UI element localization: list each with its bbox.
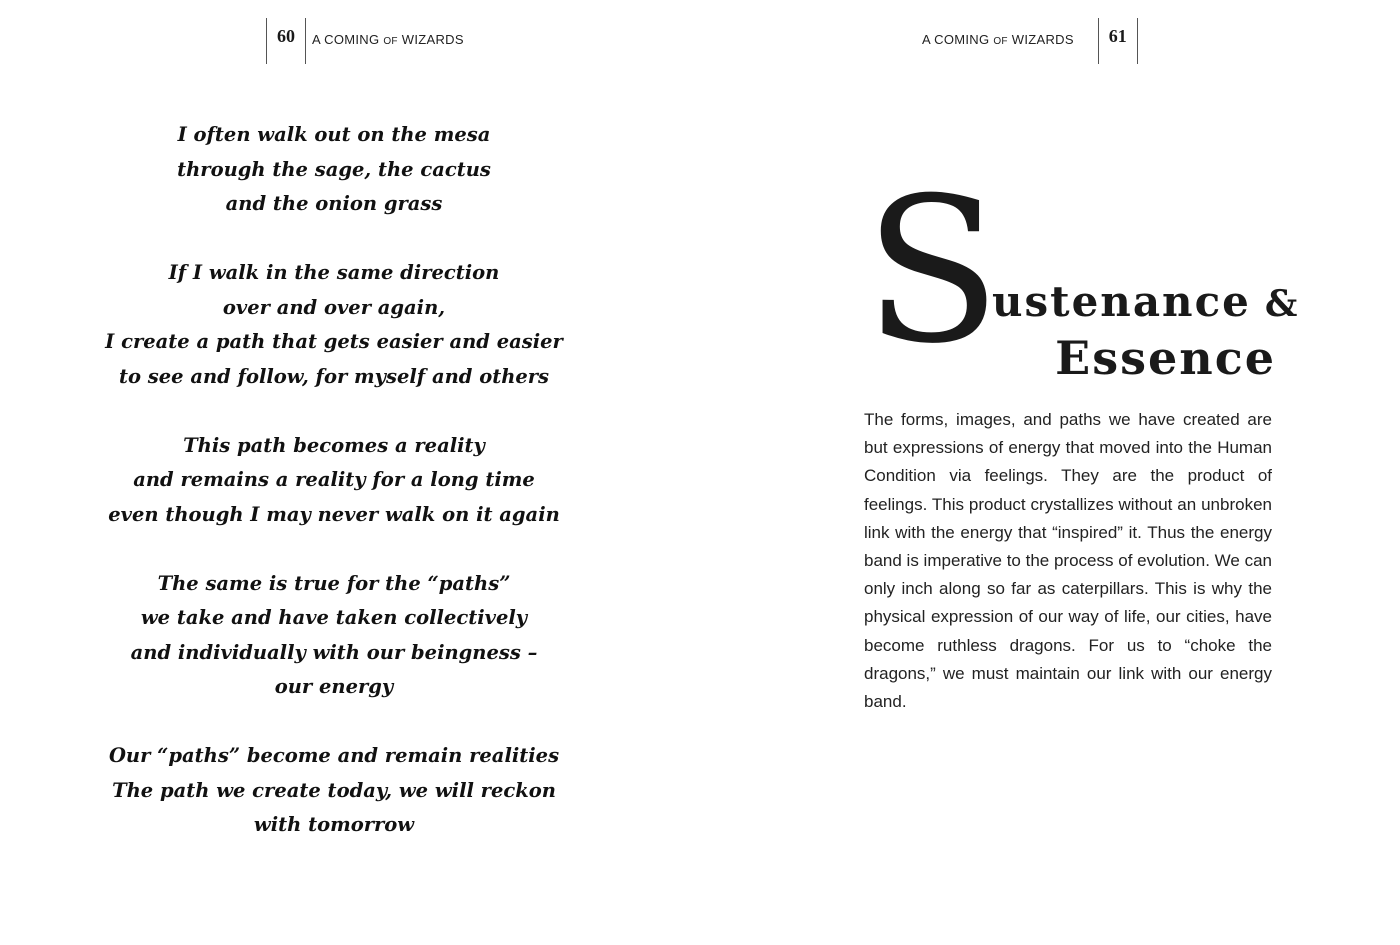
- running-title: A COMING OF WIZARDS: [312, 32, 464, 47]
- body-paragraph: The forms, images, and paths we have created are but expressions of energy that moved into the Human Condition via feelings. They are the product of feelings. This product crystallizes without an unbroken link with the energy that “inspired” it. Thus the energy band is imperative to the process of evolution. We can only inch along so far as caterpillars. This is why the physical expression of our way of life, our cities, have become ruthless dragons. For us to “choke the dragons,” we must maintain our link with our energy band.: [864, 410, 1272, 712]
- poem-stanza: [84, 429, 584, 533]
- poem: [84, 118, 584, 877]
- poem-stanza: [84, 118, 584, 222]
- poem-stanza: [84, 739, 584, 843]
- poem-line: The path we create today, we will reckon: [112, 778, 556, 802]
- poem-line: I often walk out on the mesa: [177, 123, 491, 146]
- running-title: A COMING OF WIZARDS: [922, 32, 1074, 47]
- chapter-title-line1: ustenance &: [992, 277, 1300, 326]
- poem-line: through the sage, the cactus: [177, 157, 491, 181]
- poem-line: even though I may never walk on it again: [108, 502, 560, 526]
- running-header-right: [922, 18, 1138, 64]
- poem-line: our energy: [274, 675, 394, 698]
- poem-line: Our “paths” become and remain realities: [108, 744, 560, 767]
- poem-line: and the onion grass: [225, 192, 443, 215]
- running-header-left: [266, 18, 464, 64]
- poem-line: The same is true for the “paths”: [157, 571, 511, 595]
- header-rule: [1137, 18, 1138, 64]
- right-page: [700, 0, 1400, 945]
- poem-line: over and over again,: [222, 295, 446, 319]
- chapter-title: [864, 155, 1300, 390]
- drop-cap: S: [864, 155, 1002, 388]
- poem-line: and individually with our beingness –: [130, 640, 538, 664]
- poem-stanza: [84, 256, 584, 394]
- poem-stanza: [84, 567, 584, 705]
- poem-line: This path becomes a reality: [183, 433, 485, 457]
- chapter-title-line2: Essence: [1055, 331, 1276, 385]
- page-number: 60: [277, 26, 295, 46]
- poem-line: with tomorrow: [253, 813, 415, 836]
- poem-line: If I walk in the same direction: [168, 261, 500, 284]
- chapter-title-ampersand: &: [1264, 283, 1300, 325]
- poem-line: we take and have taken collectively: [140, 606, 528, 629]
- poem-line: to see and follow, for myself and others: [118, 364, 550, 388]
- poem-line: I create a path that gets easier and easier: [105, 330, 563, 353]
- page-number: 61: [1108, 26, 1127, 46]
- poem-line: and remains a reality for a long time: [133, 468, 535, 491]
